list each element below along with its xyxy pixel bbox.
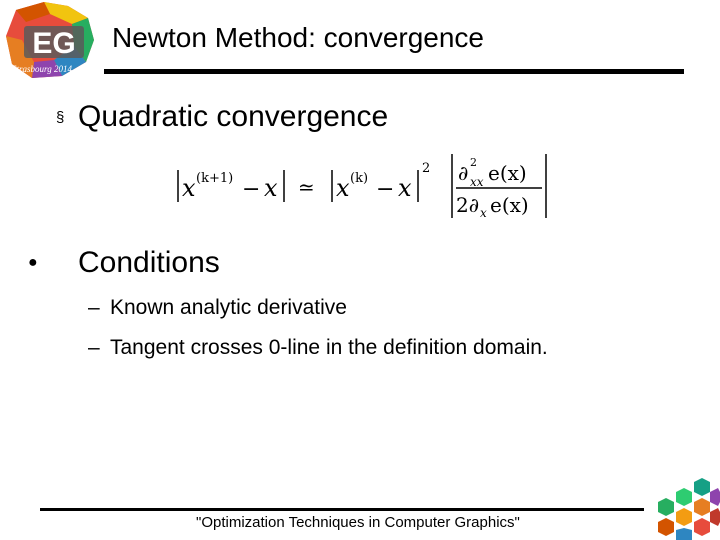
- svg-text:∂: ∂: [458, 161, 469, 185]
- svg-text:x: x: [264, 174, 278, 202]
- logo-letters: EG: [32, 27, 76, 60]
- condition-item-text: Tangent crosses 0-line in the definition domain.: [110, 336, 548, 359]
- formula-lhs-superscript: (k+1): [196, 171, 234, 186]
- formula-numerator-function: e(x): [488, 161, 527, 185]
- eg-logo: [2, 0, 106, 86]
- hexagon-decoration-icon: [644, 472, 720, 540]
- title-underline: [104, 69, 684, 74]
- formula-denominator-prefix: 2∂: [456, 193, 480, 217]
- svg-text:−: −: [376, 177, 395, 202]
- bullet-quadratic: [56, 100, 388, 134]
- svg-text:x: x: [336, 174, 350, 202]
- slide-title: Newton Method: convergence: [112, 22, 484, 53]
- formula-numerator-subscript: xx: [470, 175, 484, 189]
- condition-item-text: Known analytic derivative: [110, 296, 347, 319]
- logo-caption: Strasbourg 2014: [12, 64, 72, 74]
- formula-denominator-function: e(x): [490, 193, 529, 217]
- dash-bullet-icon: –: [88, 336, 100, 359]
- bullet-quadratic-text: Quadratic convergence: [78, 100, 389, 133]
- bullet-conditions: [28, 246, 220, 280]
- section-bullet-icon: §: [56, 108, 65, 126]
- dash-bullet-icon: –: [88, 296, 100, 319]
- svg-text:−: −: [242, 177, 261, 202]
- footer-rule: [40, 508, 644, 511]
- formula-approx: ≃: [298, 175, 315, 199]
- condition-item: [88, 296, 347, 320]
- formula-denominator-subscript: x: [480, 206, 487, 220]
- convergence-formula: [170, 150, 550, 224]
- formula-rhs-superscript: (k): [350, 171, 369, 186]
- condition-item: [88, 336, 548, 360]
- formula-numerator-superscript: 2: [470, 156, 477, 169]
- footer-course-title: "Optimization Techniques in Computer Graphics": [196, 514, 520, 531]
- svg-text:x: x: [182, 174, 196, 202]
- svg-text:x: x: [398, 174, 412, 202]
- formula-square: 2: [422, 161, 431, 176]
- bullet-conditions-text: Conditions: [78, 246, 220, 279]
- circle-bullet-icon: ●: [28, 254, 38, 271]
